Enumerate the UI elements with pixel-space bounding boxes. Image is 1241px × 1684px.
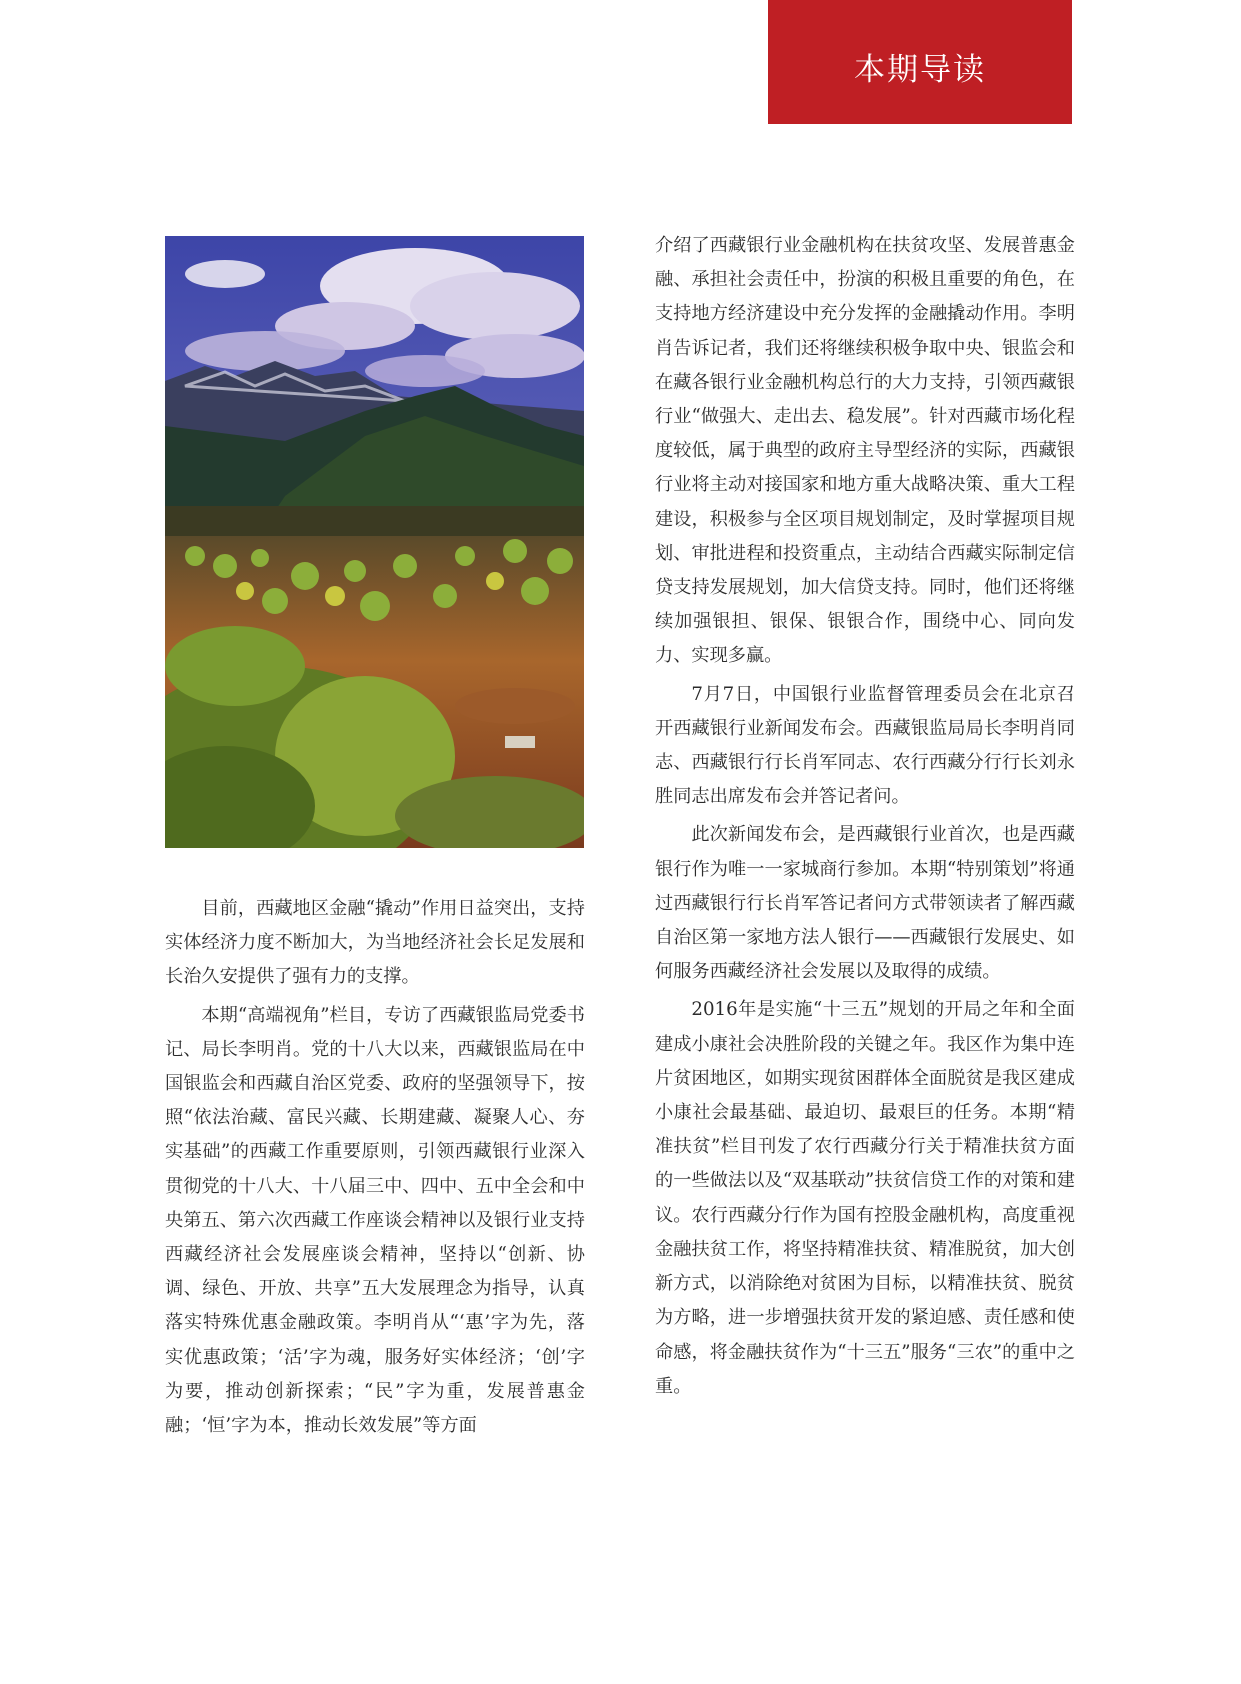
left-column <box>165 892 585 1447</box>
right-column <box>655 229 1075 1408</box>
section-header-tab <box>768 0 1072 124</box>
paragraph: 本期“高端视角”栏目，专访了西藏银监局党委书记、局长李明肖。党的十八大以来，西藏银监局在中国银监会和西藏自治区党委、政府的坚强领导下，按照“依法治藏、富民兴藏、长期建藏、凝聚人心、夯实基础”的西藏工作重要原则，引领西藏银行业深入贯彻党的十八大、十八届三中、四中、五中全会和中央第五、第六次西藏工作座谈会精神以及银行业支持西藏经济社会发展座谈会精神，坚持以“创新、协调、绿色、开放、共享”五大发展理念为指导，认真落实特殊优惠金融政策。李明肖从“‘惠’字为先，落实优惠政策；‘活’字为魂，服务好实体经济；‘创’字为要，推动创新探索；“民”字为重，发展普惠金融；‘恒’字为本，推动长效发展”等方面 <box>165 1004 585 1437</box>
landscape-photo <box>165 236 584 848</box>
paragraph: 目前，西藏地区金融“撬动”作用日益突出，支持实体经济力度不断加大，为当地经济社会长足发展和长治久安提供了强有力的支撑。 <box>165 898 585 988</box>
section-title: 本期导读 <box>854 52 986 88</box>
paragraph: 7月7日，中国银行业监督管理委员会在北京召开西藏银行业新闻发布会。西藏银监局局长李明肖同志、西藏银行行长肖军同志、农行西藏分行行长刘永胜同志出席发布会并答记者问。 <box>655 683 1075 808</box>
paragraph: 2016年是实施“十三五”规划的开局之年和全面建成小康社会决胜阶段的关键之年。我区作为集中连片贫困地区，如期实现贫困群体全面脱贫是我区建成小康社会最基础、最迫切、最艰巨的任务。本期“精准扶贫”栏目刊发了农行西藏分行关于精准扶贫方面的一些做法以及“双基联动”扶贫信贷工作的对策和建议。农行西藏分行作为国有控股金融机构，高度重视金融扶贫工作，将坚持精准扶贫、精准脱贫，加大创新方式，以消除绝对贫困为目标，以精准扶贫、脱贫为方略，进一步增强扶贫开发的紧迫感、责任感和使命感，将金融扶贫作为“十三五”服务“三农”的重中之重。 <box>655 999 1075 1397</box>
paragraph-continuation: 介绍了西藏银行业金融机构在扶贫攻坚、发展普惠金融、承担社会责任中，扮演的积极且重要的角色，在支持地方经济建设中充分发挥的金融撬动作用。李明肖告诉记者，我们还将继续积极争取中央、银监会和在藏各银行业金融机构总行的大力支持，引领西藏银行业“做强大、走出去、稳发展”。针对西藏市场化程度较低，属于典型的政府主导型经济的实际，西藏银行业将主动对接国家和地方重大战略决策、重大工程建设，积极参与全区项目规划制定，及时掌握项目规划、审批进程和投资重点，主动结合西藏实际制定信贷支持发展规划，加大信贷支持。同时，他们还将继续加强银担、银保、银银合作，围绕中心、同向发力、实现多赢。 <box>655 235 1075 667</box>
paragraph: 此次新闻发布会，是西藏银行业首次，也是西藏银行作为唯一一家城商行参加。本期“特别策划”将通过西藏银行行长肖军答记者问方式带领读者了解西藏自治区第一家地方法人银行——西藏银行发展史、如何服务西藏经济社会发展以及取得的成绩。 <box>655 824 1075 983</box>
